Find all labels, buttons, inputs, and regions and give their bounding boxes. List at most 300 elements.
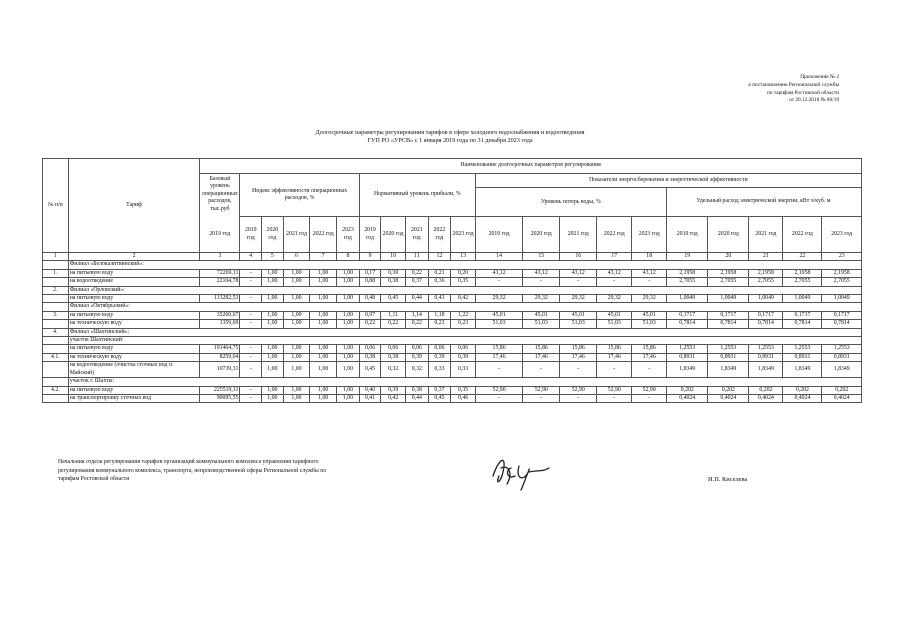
row-value: - [632, 394, 667, 402]
row-value: 1,0049 [783, 295, 822, 303]
year-header-profit: 2021 год [406, 217, 429, 253]
title-line: ГУП РО «УРСВ» с 1 января 2019 года по 31 декабря 2023 года [367, 137, 533, 144]
column-number: 1 [43, 253, 69, 261]
row-value: 2,7055 [667, 278, 708, 286]
table-row [43, 394, 862, 402]
row-tariff: на питьевую воду [68, 295, 200, 303]
table-row [43, 345, 862, 353]
title-line: Долгосрочные параметры регулирования тарифов в сфере холодного водоснабжения и водоотведения [315, 129, 585, 136]
row-value: 0,1717 [749, 311, 783, 319]
row-value: 0,44 [406, 295, 429, 303]
year-header-profit: 2022 год [428, 217, 451, 253]
row-value: 43,12 [597, 269, 632, 277]
row-value: 45,01 [560, 311, 597, 319]
row-value: 0,41 [359, 394, 381, 402]
row-value: 0,1717 [783, 311, 822, 319]
row-value: 1,0049 [708, 295, 749, 303]
year-header-profit: 2019 год [359, 217, 381, 253]
column-number: 16 [560, 253, 597, 261]
row-value: 0,21 [428, 269, 451, 277]
row-tariff: на питьевую воду [68, 345, 200, 353]
row-value: 0,22 [359, 320, 381, 328]
row-value: 43,12 [560, 269, 597, 277]
appendix-line: к постановлению Региональной службы [748, 81, 839, 88]
row-value: 0,17 [359, 269, 381, 277]
table-row [43, 303, 862, 311]
column-number: 14 [475, 253, 522, 261]
row-value: 0,7814 [667, 320, 708, 328]
row-value: - [523, 394, 560, 402]
row-value: 0,37 [406, 278, 429, 286]
row-value: 29,32 [632, 295, 667, 303]
row-value: 0,39 [451, 353, 476, 361]
row-value: 8259,04 [200, 353, 240, 361]
energy-title: Показатели энергосбережения и энергетической эффективности [476, 174, 861, 188]
row-value: - [240, 362, 262, 378]
row-number: 4. [43, 328, 69, 336]
electricity-label: Удельный расход электрической энергии, кВт ч/куб. м [696, 198, 831, 205]
row-value: 0,202 [708, 386, 749, 394]
row-value: 15,86 [597, 345, 632, 353]
row-value: 1,00 [310, 320, 337, 328]
row-value: - [597, 278, 632, 286]
row-value: 0,33 [451, 362, 476, 378]
signer-name: И.П. Киселева [708, 476, 748, 483]
row-value: 1,00 [310, 394, 337, 402]
row-value: 1,00 [310, 386, 337, 394]
row-tariff: участок г. Шахты: [68, 378, 861, 386]
row-value: 0,06 [406, 345, 429, 353]
row-value: 0,23 [451, 320, 476, 328]
row-value: 1,00 [283, 295, 310, 303]
row-value: 17,46 [597, 353, 632, 361]
row-value: 15,86 [632, 345, 667, 353]
row-value: 51,03 [597, 320, 632, 328]
column-number: 8 [337, 253, 360, 261]
year-header-efficiency: 2023 год [337, 217, 360, 253]
row-value: - [240, 386, 262, 394]
row-value: - [560, 278, 597, 286]
row-value: 51,03 [523, 320, 560, 328]
row-value: 29,32 [475, 295, 522, 303]
row-value: 0,4024 [822, 394, 862, 402]
row-value: - [560, 394, 597, 402]
row-number [43, 278, 69, 286]
row-value: 1,00 [310, 295, 337, 303]
year-header-efficiency: 2021 год [283, 217, 310, 253]
row-value: 0,32 [381, 362, 406, 378]
column-number: 7 [310, 253, 337, 261]
row-value: 225519,11 [200, 386, 240, 394]
row-value: 0,8931 [749, 353, 783, 361]
row-value: 0,06 [428, 345, 451, 353]
row-value: 0,202 [822, 386, 862, 394]
row-value: 0,1717 [708, 311, 749, 319]
row-value: 0,97 [359, 311, 381, 319]
row-number [43, 362, 69, 378]
row-value: 52,90 [632, 386, 667, 394]
row-tariff: Филиал «Орловский»: [68, 286, 861, 294]
row-number: 1. [43, 269, 69, 277]
row-value: 1,00 [262, 362, 284, 378]
row-value: 90095,55 [200, 394, 240, 402]
table-body [43, 253, 862, 403]
year-header-electricity: 2021 год [749, 217, 783, 253]
row-number: 4.1. [43, 353, 69, 361]
row-value: 51,03 [560, 320, 597, 328]
row-tariff: на транспортировку сточных вод [68, 394, 200, 402]
row-value: 0,1717 [667, 311, 708, 319]
row-value: 1,00 [262, 269, 284, 277]
row-value: 0,38 [381, 353, 406, 361]
row-value: 1,0049 [667, 295, 708, 303]
row-value: - [240, 394, 262, 402]
signature-icon [485, 446, 555, 496]
row-number [43, 295, 69, 303]
row-value: 0,42 [451, 295, 476, 303]
row-value: 0,202 [749, 386, 783, 394]
header-profit-level: Нормативный уровень прибыли, % [359, 174, 475, 217]
row-value: 2,1958 [783, 269, 822, 277]
column-number: 13 [451, 253, 476, 261]
row-value: 1,00 [337, 311, 360, 319]
row-number: 4.2. [43, 386, 69, 394]
year-header-losses: 2022 год [597, 217, 632, 253]
table-row [43, 295, 862, 303]
base-level-label: Базовый уровень операционных расходов, тыс.руб [201, 176, 238, 212]
appendix-line: от 20.12.2018 № 80/19 [789, 97, 839, 104]
row-value: 2,1958 [749, 269, 783, 277]
row-value: 1,8349 [667, 362, 708, 378]
row-value: 0,32 [406, 362, 429, 378]
table-row [43, 269, 862, 277]
row-value: 0,7814 [783, 320, 822, 328]
row-value: - [240, 320, 262, 328]
row-value: 1,00 [283, 386, 310, 394]
row-value: 0,37 [428, 386, 451, 394]
row-value: 0,06 [359, 345, 381, 353]
row-value: 45,01 [475, 311, 522, 319]
row-value: 0,1717 [822, 311, 862, 319]
table-row [43, 286, 862, 294]
year-header-losses: 2021 год [560, 217, 597, 253]
year-header-electricity: 2019 год [667, 217, 708, 253]
row-tariff: Филиал «Октябрьский»: [68, 303, 861, 311]
table-row [43, 386, 862, 394]
column-number: 12 [428, 253, 451, 261]
row-value: - [240, 311, 262, 319]
row-value: 0,7814 [749, 320, 783, 328]
row-value: 22104,78 [200, 278, 240, 286]
row-value: 191464,75 [200, 345, 240, 353]
row-value: 0,39 [381, 386, 406, 394]
row-tariff: на водоотведение (очистка сточных вод п. Майский) [68, 362, 200, 378]
row-value: 0,48 [359, 295, 381, 303]
year-header-profit: 2023 год [451, 217, 476, 253]
row-value: 0,06 [381, 345, 406, 353]
row-value: - [240, 345, 262, 353]
row-tariff: на питьевую воду [68, 269, 200, 277]
row-value: 0,39 [406, 353, 429, 361]
row-value: 0,4024 [667, 394, 708, 402]
row-value: 17,46 [475, 353, 522, 361]
row-value: 0,33 [428, 362, 451, 378]
row-value: 43,12 [632, 269, 667, 277]
row-value: 2,7055 [783, 278, 822, 286]
row-value: 1,00 [337, 320, 360, 328]
row-value: 1,00 [310, 353, 337, 361]
row-tariff: на питьевую воду [68, 311, 200, 319]
row-value: - [240, 269, 262, 277]
row-value: 52,90 [475, 386, 522, 394]
base-year-label: 2019 год [209, 231, 231, 238]
table-row [43, 311, 862, 319]
row-value: - [240, 295, 262, 303]
row-value: 1,00 [262, 394, 284, 402]
row-value: 43,12 [523, 269, 560, 277]
row-value: 1,2553 [708, 345, 749, 353]
row-value: 1,00 [337, 345, 360, 353]
table-row [43, 328, 862, 336]
year-header-efficiency: 2020 год [262, 217, 284, 253]
row-value: 51,03 [475, 320, 522, 328]
row-value: 29,32 [597, 295, 632, 303]
row-value: 1,00 [283, 345, 310, 353]
row-value: 1,00 [262, 295, 284, 303]
row-value: 1,00 [310, 269, 337, 277]
row-number: 2. [43, 286, 69, 294]
row-value: 35260,67 [200, 311, 240, 319]
row-value: 0,4024 [783, 394, 822, 402]
row-number [43, 378, 69, 386]
row-value: 15,86 [560, 345, 597, 353]
row-value: 0,202 [783, 386, 822, 394]
row-tariff: на техническую воду [68, 353, 200, 361]
row-value: 1,00 [337, 278, 360, 286]
header-energy [475, 174, 861, 217]
table-row [43, 261, 862, 269]
row-number [43, 320, 69, 328]
row-value: 0,8931 [667, 353, 708, 361]
row-value: 1,00 [310, 362, 337, 378]
column-number-row [43, 253, 862, 261]
row-number [43, 303, 69, 311]
row-value: - [597, 362, 632, 378]
appendix-line: Приложение № 2 [800, 74, 839, 80]
row-value: 15,86 [475, 345, 522, 353]
row-value: 17,46 [560, 353, 597, 361]
document-title [180, 129, 720, 145]
column-number: 22 [783, 253, 822, 261]
row-value: - [475, 394, 522, 402]
year-header-electricity: 2022 год [783, 217, 822, 253]
row-value: - [240, 278, 262, 286]
row-tariff: на техническую воду [68, 320, 200, 328]
row-value: 1,00 [310, 311, 337, 319]
header-efficiency-index: Индекс эффективности операционных расходов, % [240, 174, 359, 217]
row-value: 113282,53 [200, 295, 240, 303]
row-value: 1,00 [337, 394, 360, 402]
row-value: 1,00 [262, 345, 284, 353]
row-value: 0,8931 [783, 353, 822, 361]
column-number: 18 [632, 253, 667, 261]
header-base-level [200, 174, 240, 253]
row-value: - [523, 362, 560, 378]
row-value: 0,22 [406, 269, 429, 277]
row-value: 0,4024 [749, 394, 783, 402]
row-value: 0,06 [451, 345, 476, 353]
year-header-profit: 2020 год [381, 217, 406, 253]
row-value: 1,00 [283, 278, 310, 286]
year-header-electricity: 2020 год [708, 217, 749, 253]
row-value: 0,20 [451, 269, 476, 277]
row-value: 1,00 [262, 320, 284, 328]
column-number: 15 [523, 253, 560, 261]
row-value: 1,00 [337, 386, 360, 394]
row-value: 0,35 [451, 278, 476, 286]
row-value: 2,1958 [667, 269, 708, 277]
row-tariff: на питьевую воду [68, 386, 200, 394]
row-value: 52,90 [597, 386, 632, 394]
column-number: 6 [283, 253, 310, 261]
row-value: 0,45 [359, 362, 381, 378]
row-value: 1,8349 [822, 362, 862, 378]
year-header-electricity: 2023 год [822, 217, 862, 253]
row-value: - [475, 362, 522, 378]
row-value: 1,18 [428, 311, 451, 319]
row-value: 0,38 [359, 353, 381, 361]
column-number: 2 [68, 253, 200, 261]
row-value: 1,2553 [749, 345, 783, 353]
row-value: 1,2553 [667, 345, 708, 353]
row-value: 72269,11 [200, 269, 240, 277]
row-value: 1,8349 [708, 362, 749, 378]
row-value: 1359,69 [200, 320, 240, 328]
row-value: 1,8349 [783, 362, 822, 378]
row-value: 45,01 [632, 311, 667, 319]
row-value: 43,12 [475, 269, 522, 277]
row-value: 1,14 [406, 311, 429, 319]
row-value: 2,1958 [822, 269, 862, 277]
row-value: 1,00 [337, 295, 360, 303]
tariff-table [42, 158, 862, 403]
row-value: 51,03 [632, 320, 667, 328]
row-value: 0,43 [428, 295, 451, 303]
row-value: 0,8931 [822, 353, 862, 361]
column-number: 20 [708, 253, 749, 261]
column-number: 10 [381, 253, 406, 261]
row-value: 0,23 [428, 320, 451, 328]
table-row [43, 278, 862, 286]
row-value: 2,7055 [708, 278, 749, 286]
table-row [43, 353, 862, 361]
row-number [43, 345, 69, 353]
row-value: - [632, 278, 667, 286]
row-value: 0,38 [406, 386, 429, 394]
column-number: 9 [359, 253, 381, 261]
row-number [43, 394, 69, 402]
row-value: 15,86 [523, 345, 560, 353]
row-value: 2,7055 [749, 278, 783, 286]
year-header-losses: 2020 год [523, 217, 560, 253]
year-header-losses: 2023 год [632, 217, 667, 253]
row-value: 17,46 [632, 353, 667, 361]
table-row [43, 337, 862, 345]
row-value: 1,00 [310, 345, 337, 353]
row-value: 17,46 [523, 353, 560, 361]
row-value: 0,45 [428, 394, 451, 402]
row-value: 1,00 [337, 269, 360, 277]
row-value: - [523, 278, 560, 286]
row-value: 0,202 [667, 386, 708, 394]
row-value: 0,40 [359, 386, 381, 394]
row-value: 0,44 [406, 394, 429, 402]
row-number: 3. [43, 311, 69, 319]
row-value: - [632, 362, 667, 378]
row-value: 0,8931 [708, 353, 749, 361]
year-header-efficiency: 2022 год [310, 217, 337, 253]
column-number: 19 [667, 253, 708, 261]
row-value: 0,35 [451, 386, 476, 394]
row-value: 1,00 [283, 320, 310, 328]
losses-label: Уровень потерь воды, % [476, 188, 667, 216]
row-value: 1,00 [283, 353, 310, 361]
column-number: 4 [240, 253, 262, 261]
table-row [43, 320, 862, 328]
row-value: - [597, 394, 632, 402]
row-value: 0,88 [359, 278, 381, 286]
row-value: 1,2553 [783, 345, 822, 353]
year-header-efficiency: 2019 год [240, 217, 262, 253]
row-tariff: участок Шахтинский: [68, 337, 861, 345]
row-value: 52,90 [523, 386, 560, 394]
column-number: 11 [406, 253, 429, 261]
row-value: 0,7814 [708, 320, 749, 328]
row-number [43, 261, 69, 269]
row-value: 1,00 [337, 362, 360, 378]
row-value: 10739,31 [200, 362, 240, 378]
row-value: 1,0049 [749, 295, 783, 303]
row-value: 1,00 [310, 278, 337, 286]
row-value: 1,11 [381, 311, 406, 319]
row-value: 29,32 [560, 295, 597, 303]
row-value: 0,22 [381, 320, 406, 328]
row-value: 0,7814 [822, 320, 862, 328]
row-value: - [560, 362, 597, 378]
row-value: - [240, 353, 262, 361]
row-value: 1,00 [283, 311, 310, 319]
year-header-losses: 2019 год [475, 217, 522, 253]
row-value: 0,36 [428, 278, 451, 286]
row-tariff: Филиал «Белокалитвинский»: [68, 261, 861, 269]
row-value: 0,4024 [708, 394, 749, 402]
row-value: - [475, 278, 522, 286]
row-value: 1,00 [283, 394, 310, 402]
row-value: 0,46 [451, 394, 476, 402]
row-value: 0,38 [381, 278, 406, 286]
row-value: 0,39 [428, 353, 451, 361]
row-value: 1,00 [262, 353, 284, 361]
table-row [43, 378, 862, 386]
row-value: 0,45 [381, 295, 406, 303]
row-value: 45,01 [597, 311, 632, 319]
row-value: 1,00 [337, 353, 360, 361]
row-value: 0,30 [381, 269, 406, 277]
row-value: 1,00 [262, 386, 284, 394]
row-tariff: Филиал «Шахтинский»: [68, 328, 861, 336]
row-value: 1,8349 [749, 362, 783, 378]
column-number: 21 [749, 253, 783, 261]
